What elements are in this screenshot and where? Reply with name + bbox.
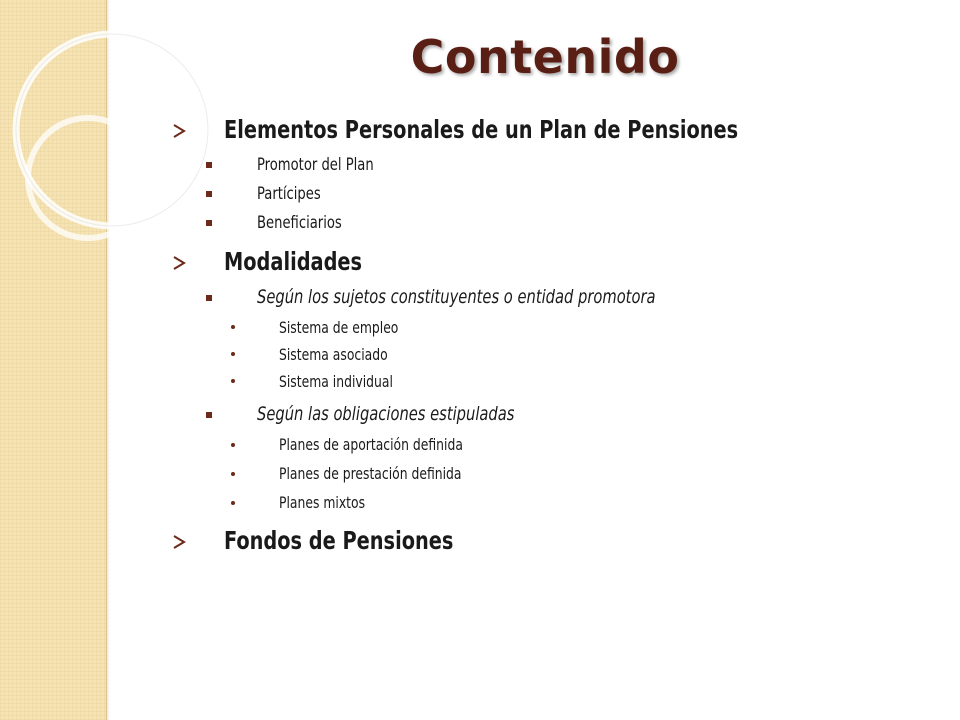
list-item: Sistema asociado — [279, 345, 388, 364]
dot-bullet-icon — [231, 325, 235, 329]
section-heading-modalidades: Modalidades — [224, 247, 363, 276]
subsection-heading: Según los sujetos constituyentes o entidad promotora — [257, 286, 656, 308]
dot-bullet-icon — [231, 352, 235, 356]
square-bullet-icon — [206, 412, 212, 418]
list-item: Beneficiarios — [257, 213, 342, 233]
square-bullet-icon — [206, 295, 212, 301]
subsection-heading: Según las obligaciones estipuladas — [257, 403, 515, 425]
section-heading-elementos: Elementos Personales de un Plan de Pensiones — [224, 115, 739, 144]
list-item: Sistema de empleo — [279, 318, 399, 337]
square-bullet-icon — [206, 191, 212, 197]
list-item: Planes de prestación definida — [279, 464, 462, 483]
dot-bullet-icon — [231, 379, 235, 383]
arrow-bullet-icon — [172, 256, 186, 270]
list-item: Promotor del Plan — [257, 155, 374, 175]
square-bullet-icon — [206, 162, 212, 168]
dot-bullet-icon — [231, 501, 235, 505]
arrow-bullet-icon — [172, 535, 186, 549]
square-bullet-icon — [206, 220, 212, 226]
list-item: Sistema individual — [279, 372, 393, 391]
list-item: Planes de aportación definida — [279, 435, 463, 454]
dot-bullet-icon — [231, 472, 235, 476]
arrow-bullet-icon — [172, 124, 186, 138]
list-item: Planes mixtos — [279, 493, 366, 512]
slide-title: Contenido — [410, 30, 680, 84]
dot-bullet-icon — [231, 443, 235, 447]
section-heading-fondos: Fondos de Pensiones — [224, 526, 454, 555]
list-item: Partícipes — [257, 184, 321, 204]
